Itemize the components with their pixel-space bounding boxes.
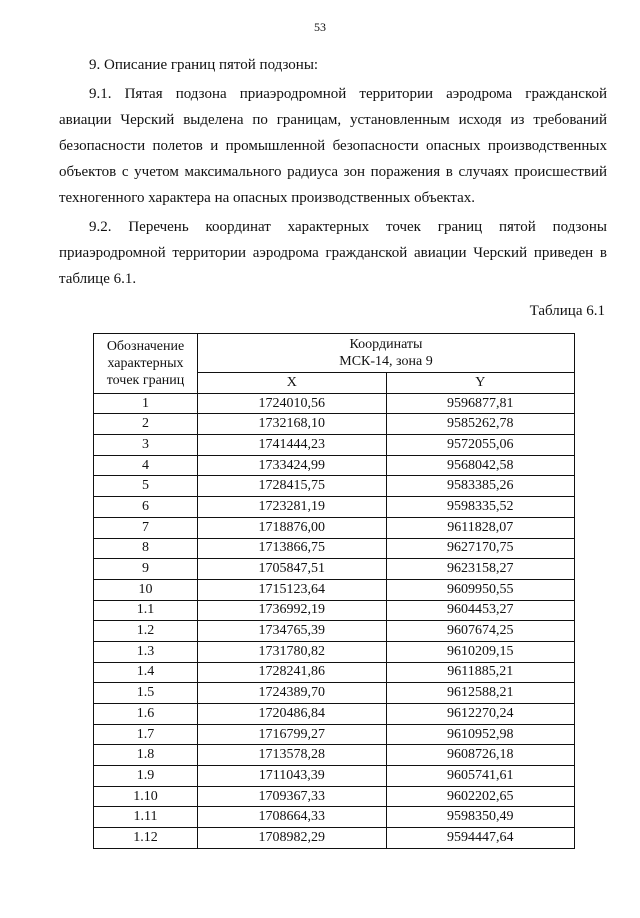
coordinates-table [93, 333, 575, 849]
x-coordinate-cell: 1741444,23 [198, 435, 387, 456]
point-cell: 4 [94, 455, 198, 476]
x-coordinate-cell: 1715123,64 [198, 579, 387, 600]
x-coordinate-cell: 1724010,56 [198, 393, 387, 414]
point-header-line: характерных [107, 355, 184, 371]
y-coordinate-cell: 9602202,65 [386, 786, 575, 807]
table-body [94, 393, 575, 848]
point-cell: 1.2 [94, 621, 198, 642]
table-row [94, 476, 575, 497]
table-row [94, 683, 575, 704]
point-header-line: Обозначение [106, 338, 185, 354]
point-cell: 8 [94, 538, 198, 559]
x-coordinate-cell: 1724389,70 [198, 683, 387, 704]
y-coordinate-cell: 9611885,21 [386, 662, 575, 683]
y-coordinate-cell: 9585262,78 [386, 414, 575, 435]
table-row [94, 517, 575, 538]
coord-header-line: Координаты [349, 337, 423, 352]
document-body [59, 52, 607, 849]
table-row [94, 497, 575, 518]
point-cell: 10 [94, 579, 198, 600]
table-row [94, 828, 575, 849]
point-cell: 1.3 [94, 641, 198, 662]
y-coordinate-cell: 9627170,75 [386, 538, 575, 559]
x-coordinate-cell: 1728241,86 [198, 662, 387, 683]
table-row [94, 600, 575, 621]
x-coordinate-cell: 1736992,19 [198, 600, 387, 621]
y-coordinate-cell: 9610209,15 [386, 641, 575, 662]
y-coordinate-cell: 9594447,64 [386, 828, 575, 849]
y-coordinate-cell: 9607674,25 [386, 621, 575, 642]
point-cell: 1.9 [94, 766, 198, 787]
table-row [94, 455, 575, 476]
x-coordinate-cell: 1708664,33 [198, 807, 387, 828]
point-cell: 1.12 [94, 828, 198, 849]
table-row [94, 641, 575, 662]
point-cell: 3 [94, 435, 198, 456]
x-coordinate-cell: 1709367,33 [198, 786, 387, 807]
x-coordinate-cell: 1713866,75 [198, 538, 387, 559]
point-cell: 2 [94, 414, 198, 435]
paragraph-9-2: 9.2. Перечень координат характерных точек границ пятой подзоны приаэродромной территории аэродрома гражданской авиации Черский приведен в таблице 6.1. [59, 219, 607, 287]
point-cell: 1.1 [94, 600, 198, 621]
x-column-header: X [198, 373, 387, 394]
point-cell: 1.10 [94, 786, 198, 807]
x-coordinate-cell: 1731780,82 [198, 641, 387, 662]
x-coordinate-cell: 1732168,10 [198, 414, 387, 435]
x-coordinate-cell: 1733424,99 [198, 455, 387, 476]
table-row [94, 745, 575, 766]
y-coordinate-cell: 9612270,24 [386, 704, 575, 725]
x-coordinate-cell: 1734765,39 [198, 621, 387, 642]
y-coordinate-cell: 9604453,27 [386, 600, 575, 621]
point-designation-header [94, 334, 198, 394]
y-coordinate-cell: 9612588,21 [386, 683, 575, 704]
y-coordinate-cell: 9611828,07 [386, 517, 575, 538]
x-coordinate-cell: 1716799,27 [198, 724, 387, 745]
point-cell: 1.5 [94, 683, 198, 704]
x-coordinate-cell: 1705847,51 [198, 559, 387, 580]
coordinates-header [198, 334, 575, 373]
y-coordinate-cell: 9596877,81 [386, 393, 575, 414]
table-row [94, 662, 575, 683]
table-row [94, 704, 575, 725]
x-coordinate-cell: 1720486,84 [198, 704, 387, 725]
point-cell: 1.4 [94, 662, 198, 683]
paragraph-9-1: 9.1. Пятая подзона приаэродромной территории аэродрома гражданской авиации Черский выделена по границам, установленным исходя из требований безопасности полетов и промышленной безопасности опасных производственных объектов с учетом максимального радиуса зон поражения в случаях происшествий техногенного характера на опасных производственных объектах. [59, 86, 607, 206]
table-row [94, 435, 575, 456]
table-row [94, 786, 575, 807]
table-row [94, 579, 575, 600]
point-cell: 1.11 [94, 807, 198, 828]
y-coordinate-cell: 9610952,98 [386, 724, 575, 745]
table-row [94, 538, 575, 559]
page-number: 53 [314, 20, 326, 34]
x-coordinate-cell: 1708982,29 [198, 828, 387, 849]
table-caption: Таблица 6.1 [529, 303, 605, 319]
point-cell: 5 [94, 476, 198, 497]
section-heading: 9. Описание границ пятой подзоны: [89, 57, 319, 73]
table-header-row [94, 334, 575, 373]
y-coordinate-cell: 9623158,27 [386, 559, 575, 580]
x-coordinate-cell: 1713578,28 [198, 745, 387, 766]
point-header-line: точек границ [106, 372, 185, 388]
x-coordinate-cell: 1718876,00 [198, 517, 387, 538]
y-coordinate-cell: 9608726,18 [386, 745, 575, 766]
point-cell: 1 [94, 393, 198, 414]
y-coordinate-cell: 9609950,55 [386, 579, 575, 600]
table-row [94, 766, 575, 787]
point-cell: 1.7 [94, 724, 198, 745]
x-coordinate-cell: 1728415,75 [198, 476, 387, 497]
point-cell: 1.6 [94, 704, 198, 725]
y-coordinate-cell: 9583385,26 [386, 476, 575, 497]
point-cell: 9 [94, 559, 198, 580]
table-row [94, 724, 575, 745]
y-coordinate-cell: 9598350,49 [386, 807, 575, 828]
table-row [94, 393, 575, 414]
x-coordinate-cell: 1711043,39 [198, 766, 387, 787]
table-row [94, 414, 575, 435]
point-cell: 1.8 [94, 745, 198, 766]
x-coordinate-cell: 1723281,19 [198, 497, 387, 518]
table-row [94, 621, 575, 642]
coord-header-line: МСК-14, зона 9 [339, 354, 433, 369]
point-cell: 7 [94, 517, 198, 538]
y-coordinate-cell: 9568042,58 [386, 455, 575, 476]
y-coordinate-cell: 9572055,06 [386, 435, 575, 456]
point-cell: 6 [94, 497, 198, 518]
table-row [94, 807, 575, 828]
y-coordinate-cell: 9598335,52 [386, 497, 575, 518]
y-column-header: Y [386, 373, 575, 394]
table-row [94, 559, 575, 580]
y-coordinate-cell: 9605741,61 [386, 766, 575, 787]
